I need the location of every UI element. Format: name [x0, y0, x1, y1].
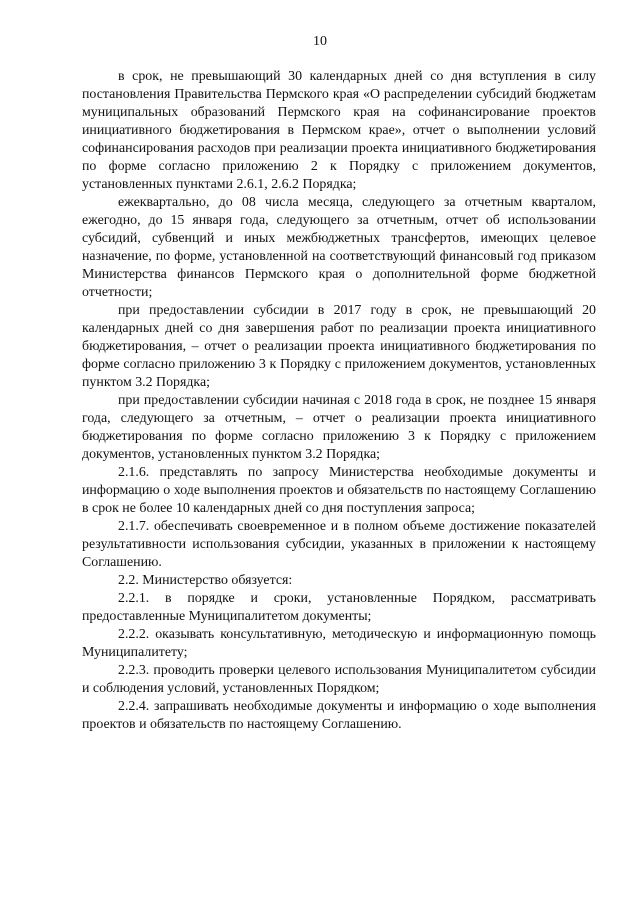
paragraph-2-2-4: 2.2.4. запрашивать необходимые документы и информацию о ходе выполнения проектов и обязательств по настоящему Соглашению. [82, 699, 596, 732]
paragraph-quarterly-report: ежеквартально, до 08 числа месяца, следующего за отчетным кварталом, ежегодно, до 15 января года, следующего за отчетным, отчет об использовании субсидий, субвенций и иных межбюджетных трансфертов, имеющих целевое назначение, по форме, установленной на соответствующий финансовый год приказом Министерства финансов Пермского края о дополнительной форме бюджетной отчетности; [82, 195, 596, 300]
page-number: 10 [313, 34, 327, 49]
document-body [82, 68, 596, 734]
paragraph-2-2-3: 2.2.3. проводить проверки целевого использования Муниципалитетом субсидии и соблюдения условий, установленных Порядком; [82, 663, 596, 696]
paragraph-2017-report: при предоставлении субсидии в 2017 году в срок, не превышающий 20 календарных дней со дня завершения работ по реализации проекта инициативного бюджетирования, – отчет о реализации проекта инициативного бюджетирования по форме согласно приложению 3 к Порядку с приложением документов, установленных пунктом 3.2 Порядка; [82, 303, 596, 390]
paragraph-report-cofinancing: в срок, не превышающий 30 календарных дней со дня вступления в силу постановления Правительства Пермского края «О распределении субсидий бюджетам муниципальных образований Пермского края на софинансирование проектов инициативного бюджетирования в Пермском крае», отчет о выполнении условий софинансирования расходов при реализации проекта инициативного бюджетирования по форме согласно приложению 2 к Порядку с приложением документов, установленных пунктами 2.6.1, 2.6.2 Порядка; [82, 69, 596, 192]
paragraph-2-2-2: 2.2.2. оказывать консультативную, методическую и информационную помощь Муниципалитету; [82, 627, 596, 660]
paragraph-2-2-1: 2.2.1. в порядке и сроки, установленные Порядком, рассматривать предоставленные Муниципалитетом документы; [82, 591, 596, 624]
paragraph-2018-report: при предоставлении субсидии начиная с 2018 года в срок, не позднее 15 января года, следующего за отчетным, – отчет о реализации проекта инициативного бюджетирования по форме согласно приложению 3 к Порядку с приложением документов, установленных пунктом 3.2 Порядка; [82, 393, 596, 462]
paragraph-2-2: 2.2. Министерство обязуется: [118, 573, 293, 588]
paragraph-2-1-6: 2.1.6. представлять по запросу Министерства необходимые документы и информацию о ходе выполнения проектов и обязательств по настоящему Соглашению в срок не более 10 календарных дней со дня поступления запроса; [82, 465, 596, 516]
paragraph-2-1-7: 2.1.7. обеспечивать своевременное и в полном объеме достижение показателей результативности использования субсидии, указанных в приложении к настоящему Соглашению. [82, 519, 596, 570]
